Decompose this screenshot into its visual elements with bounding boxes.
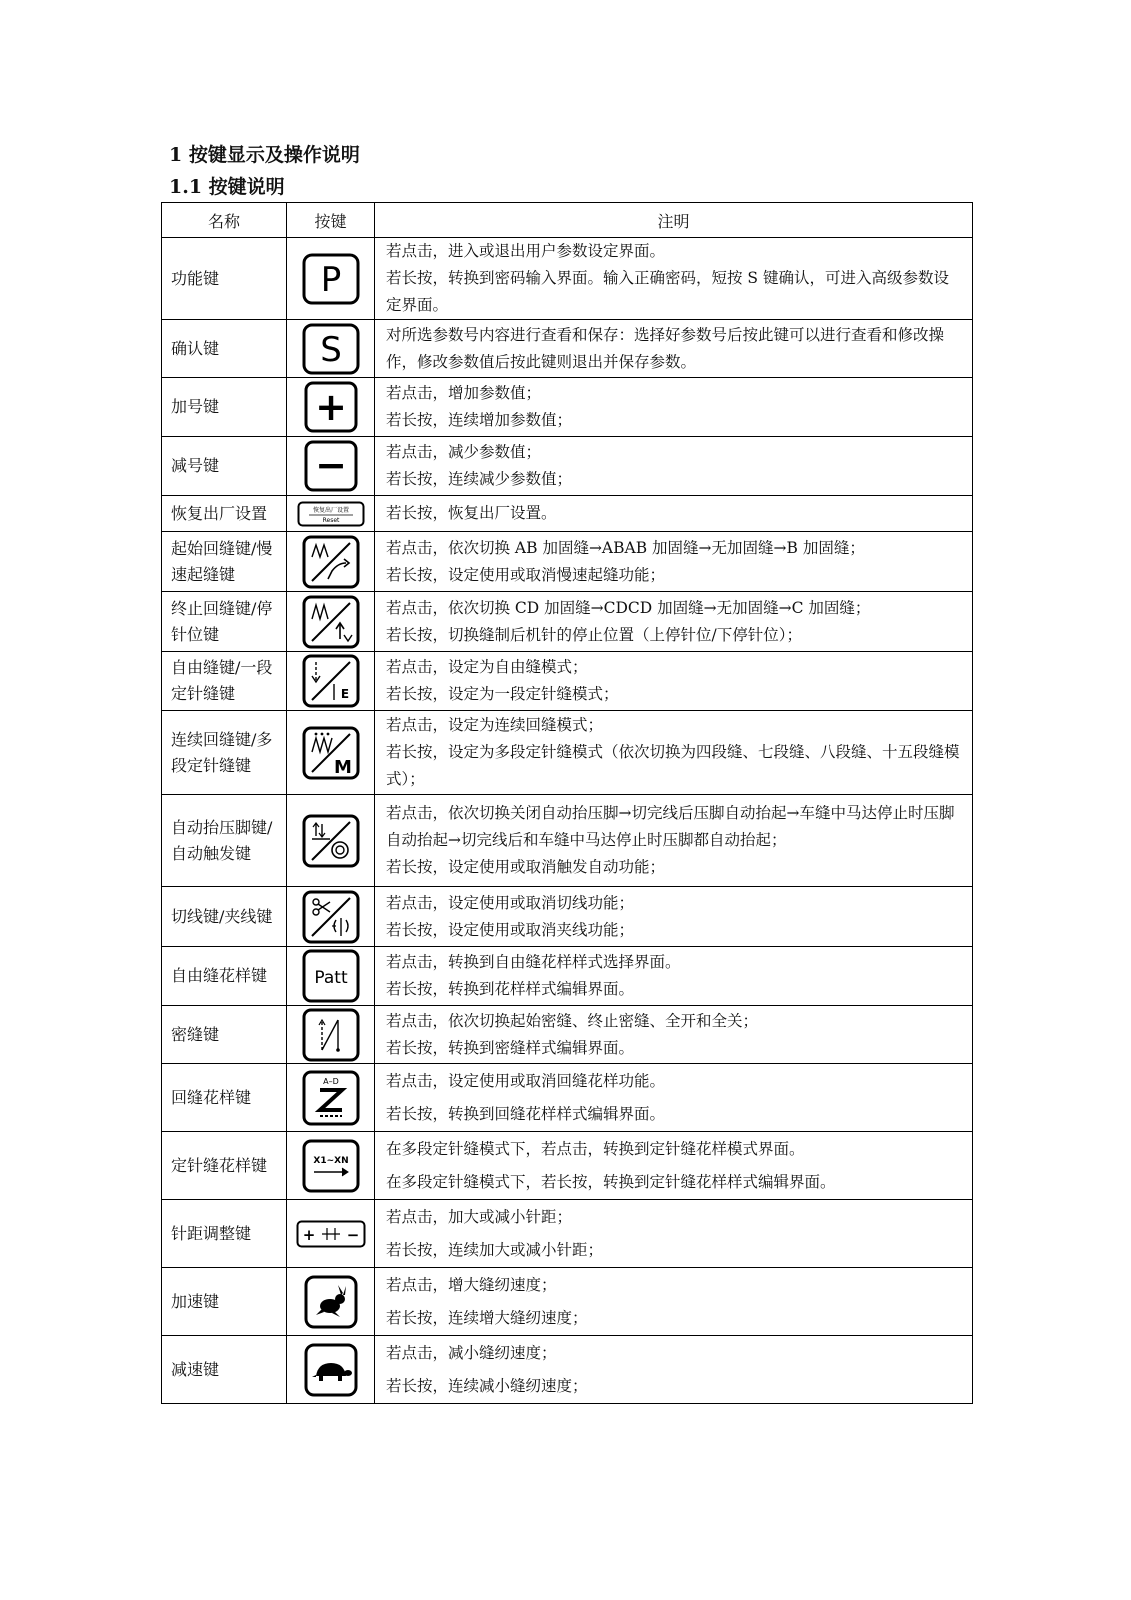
table-row — [162, 887, 973, 947]
table-row — [162, 592, 973, 652]
table-header-row — [162, 203, 973, 238]
table-row — [162, 532, 973, 592]
note-line: 若长按，连续增加参数值； — [386, 411, 573, 429]
key-name: 减速键 — [162, 1336, 287, 1404]
note-line: 若点击，加大或减小针距； — [386, 1207, 573, 1226]
note-line: 若点击，增大缝纫速度； — [386, 1275, 557, 1294]
svg-text:+: + — [314, 385, 347, 429]
s-key-icon — [302, 323, 360, 375]
svg-text:恢复出厂设置: 恢复出厂设置 — [312, 506, 349, 514]
end-backtack-key-icon — [302, 595, 360, 649]
table-row — [162, 1064, 973, 1132]
note-line: 若点击，设定使用或取消回缝花样功能。 — [386, 1071, 666, 1090]
note-line: 若长按，设定使用或取消夹线功能； — [386, 920, 635, 939]
note-line: 若点击，依次切换 AB 加固缝→ABAB 加固缝→无加固缝→B 加固缝； — [386, 538, 865, 557]
note-line: 对所选参数号内容进行查看和保存：选择好参数号后按此键可以进行查看和修改操作，修改参数值后按此键则退出并保存参数。 — [386, 325, 945, 371]
svg-text:+: + — [302, 1225, 315, 1244]
key-name: 自由缝键/一段定针缝键 — [162, 652, 287, 711]
note-line: 若长按，转换到回缝花样样式编辑界面。 — [386, 1104, 666, 1123]
header-name: 名称 — [162, 203, 287, 238]
section-heading: 1 按键显示及操作说明 — [169, 144, 360, 166]
note-line: 若长按，设定使用或取消慢速起缝功能； — [386, 565, 666, 584]
note-line: 若点击，设定使用或取消切线功能； — [386, 893, 635, 912]
key-name: 确认键 — [162, 320, 287, 378]
key-description-table — [161, 202, 973, 1404]
note-line: 若长按，恢复出厂设置。 — [386, 504, 557, 522]
key-name: 针距调整键 — [162, 1200, 287, 1268]
table-row — [162, 1336, 973, 1404]
note-line: 若点击，减小缝纫速度； — [386, 1343, 557, 1362]
key-name: 自由缝花样键 — [162, 947, 287, 1006]
note-line: 若点击，进入或退出用户参数设定界面。 — [386, 242, 666, 260]
table-row — [162, 1200, 973, 1268]
patt-key-icon — [302, 949, 360, 1003]
svg-text:Patt: Patt — [313, 968, 348, 988]
bartack-key-icon — [302, 1008, 360, 1062]
key-name: 加号键 — [162, 378, 287, 437]
table-row — [162, 795, 973, 887]
header-key: 按键 — [287, 203, 375, 238]
p-key-icon — [302, 253, 360, 305]
note-line: 若长按，连续减小缝纫速度； — [386, 1376, 588, 1395]
note-line: 若点击，依次切换起始密缝、终止密缝、全开和全关； — [386, 1011, 759, 1030]
table-row — [162, 437, 973, 496]
subsection-heading: 1.1 按键说明 — [169, 176, 285, 198]
note-line: 若点击，依次切换关闭自动抬压脚→切完线后压脚自动抬起→车缝中马达停止时压脚自动抬起→切完线后和车缝中马达停止时压脚都自动抬起； — [386, 804, 955, 849]
key-name: 起始回缝键/慢速起缝键 — [162, 532, 287, 592]
reset-key-icon — [297, 501, 365, 527]
note-line: 若长按，切换缝制后机针的停止位置（上停针位/下停针位）； — [386, 625, 802, 644]
key-name: 减号键 — [162, 437, 287, 496]
svg-text:A–D: A–D — [322, 1076, 339, 1086]
svg-text:M: M — [333, 756, 352, 778]
key-name: 连续回缝键/多段定针缝键 — [162, 711, 287, 795]
note-line: 若长按，连续加大或减小针距； — [386, 1240, 604, 1259]
key-name: 切线键/夹线键 — [162, 887, 287, 947]
svg-text:Reset: Reset — [322, 516, 339, 524]
table-row — [162, 1132, 973, 1200]
start-backtack-key-icon — [302, 535, 360, 589]
table-row — [162, 496, 973, 532]
note-line: 若点击，设定为自由缝模式； — [386, 658, 588, 676]
key-name: 密缝键 — [162, 1006, 287, 1064]
presser-foot-key-icon — [302, 814, 360, 868]
turtle-icon — [304, 1343, 358, 1397]
key-name: 回缝花样键 — [162, 1064, 287, 1132]
free-sewing-key-icon — [302, 654, 360, 708]
note-line: 若长按，设定使用或取消触发自动功能； — [386, 858, 666, 876]
note-line: 若点击，转换到自由缝花样样式选择界面。 — [386, 953, 681, 971]
svg-text:−: − — [346, 1225, 359, 1244]
svg-text:E: E — [340, 687, 349, 701]
table-row — [162, 238, 973, 320]
key-name: 定针缝花样键 — [162, 1132, 287, 1200]
note-line: 若长按，转换到花样样式编辑界面。 — [386, 980, 635, 998]
key-name: 加速键 — [162, 1268, 287, 1336]
svg-text:X1~XN: X1~XN — [312, 1155, 349, 1166]
note-line: 若点击，设定为连续回缝模式； — [386, 716, 604, 734]
note-line: 若点击，增加参数值； — [386, 384, 542, 402]
note-line: 若点击，依次切换 CD 加固缝→CDCD 加固缝→无加固缝→C 加固缝； — [386, 598, 871, 617]
svg-text:S: S — [319, 329, 342, 370]
note-line: 若长按，设定为一段定针缝模式； — [386, 685, 619, 703]
table-row — [162, 711, 973, 795]
note-line: 在多段定针缝模式下，若点击，转换到定针缝花样模式界面。 — [386, 1139, 805, 1158]
key-name: 终止回缝键/停针位键 — [162, 592, 287, 652]
note-line: 若点击，减少参数值； — [386, 443, 542, 461]
note-line: 若长按，设定为多段定针缝模式（依次切换为四段缝、七段缝、八段缝、十五段缝模式）； — [386, 743, 960, 788]
multi-section-key-icon — [302, 726, 360, 780]
note-line: 若长按，连续增大缝纫速度； — [386, 1308, 588, 1327]
rabbit-icon — [304, 1275, 358, 1329]
key-name: 功能键 — [162, 238, 287, 320]
note-line: 若长按，连续减少参数值； — [386, 470, 573, 488]
minus-key-icon — [304, 440, 358, 492]
table-row — [162, 652, 973, 711]
table-row — [162, 320, 973, 378]
stitch-length-key-icon — [296, 1220, 366, 1248]
table-row — [162, 378, 973, 437]
note-line: 在多段定针缝模式下，若长按，转换到定针缝花样样式编辑界面。 — [386, 1172, 836, 1191]
note-line: 若长按，转换到密缝样式编辑界面。 — [386, 1038, 635, 1057]
table-row — [162, 1268, 973, 1336]
table-row — [162, 947, 973, 1006]
thread-trim-key-icon — [302, 890, 360, 944]
note-line: 若长按，转换到密码输入界面。输入正确密码，短按 S 键确认，可进入高级参数设定界面。 — [386, 269, 949, 314]
key-name: 恢复出厂设置 — [162, 496, 287, 532]
table-row — [162, 1006, 973, 1064]
fixed-stitch-key-icon — [302, 1139, 360, 1193]
key-name: 自动抬压脚键/自动触发键 — [162, 795, 287, 887]
plus-key-icon — [304, 381, 358, 433]
header-note: 注明 — [375, 203, 973, 238]
svg-text:−: − — [314, 443, 347, 487]
svg-text:P: P — [320, 259, 341, 300]
backtack-pattern-key-icon — [302, 1070, 360, 1126]
